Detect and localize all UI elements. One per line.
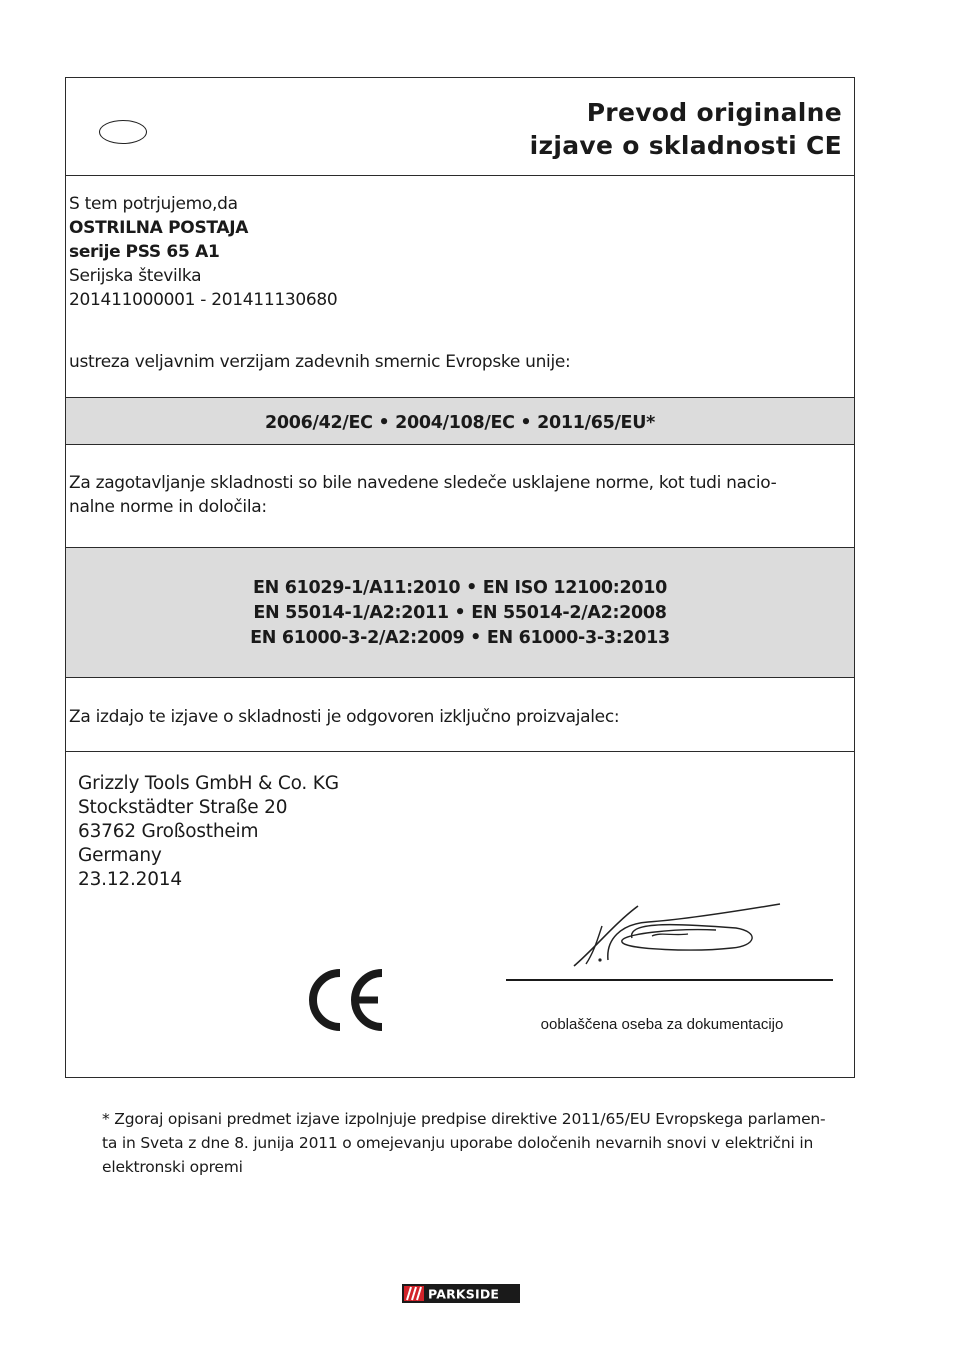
manufacturer-address bbox=[78, 772, 339, 892]
responsibility-section bbox=[66, 678, 854, 752]
parkside-logo bbox=[402, 1284, 520, 1303]
standards-line-3: EN 61000-3-2/A2:2009 • EN 61000-3-3:2013 bbox=[250, 628, 670, 648]
directives-list: 2006/42/EC • 2004/108/EC • 2011/65/EU* bbox=[265, 413, 655, 433]
standards-intro-line-1: Za zagotavljanje skladnosti so bile navedene sledeče usklajene norme, kot tudi nacio- bbox=[69, 473, 777, 493]
product-name: OSTRILNA POSTAJA bbox=[69, 218, 249, 238]
title-line-2: izjave o skladnosti CE bbox=[529, 131, 842, 160]
directives-section bbox=[66, 398, 854, 445]
svg-text:PARKSIDE: PARKSIDE bbox=[428, 1286, 500, 1302]
standards-intro bbox=[69, 471, 834, 519]
standards-line-2: EN 55014-1/A2:2011 • EN 55014-2/A2:2008 bbox=[253, 603, 667, 623]
language-code-oval bbox=[99, 120, 147, 144]
series-model: PSS 65 A1 bbox=[125, 242, 220, 262]
footnote bbox=[102, 1107, 888, 1179]
product-intro: S tem potrjujemo,da bbox=[69, 194, 238, 214]
manufacturer-name: Grizzly Tools GmbH & Co. KG bbox=[78, 773, 339, 794]
standards-line-1: EN 61029-1/A11:2010 • EN ISO 12100:2010 bbox=[252, 578, 668, 598]
standards-intro-line-2: nalne norme in določila: bbox=[69, 497, 267, 517]
manufacturer-street: Stockstädter Straße 20 bbox=[78, 797, 288, 818]
footnote-line-1: * Zgoraj opisani predmet izjave izpolnjuje predpise direktive 2011/65/EU Evropskega parlamen- bbox=[102, 1110, 826, 1128]
product-block bbox=[69, 192, 337, 312]
manufacturer-section bbox=[66, 752, 854, 1077]
serial-range: 201411000001 - 201411130680 bbox=[69, 290, 338, 310]
signature-caption: ooblaščena oseba za dokumentacijo bbox=[540, 1016, 784, 1033]
responsibility-text: Za izdajo te izjave o skladnosti je odgovoren izključno proizvajalec: bbox=[69, 707, 620, 727]
signature-line bbox=[506, 979, 833, 981]
series-label: serije bbox=[69, 242, 121, 262]
conformity-statement: ustreza veljavnim verzijam zadevnih smernic Evropske unije: bbox=[69, 352, 571, 372]
declaration-frame bbox=[65, 77, 855, 1078]
manufacturer-city: 63762 Großostheim bbox=[78, 821, 259, 842]
header-section bbox=[66, 78, 854, 176]
manufacturer-country: Germany bbox=[78, 845, 162, 866]
document-title bbox=[530, 96, 842, 162]
standards-list bbox=[66, 576, 854, 651]
title-line-1: Prevod originalne bbox=[586, 98, 842, 127]
signature-image bbox=[566, 902, 856, 972]
standards-section bbox=[66, 548, 854, 678]
footnote-line-3: elektronski opremi bbox=[102, 1158, 243, 1176]
ce-mark-icon bbox=[302, 967, 388, 1033]
product-series bbox=[69, 240, 337, 264]
product-section bbox=[66, 176, 854, 398]
serial-label: Serijska številka bbox=[69, 266, 202, 286]
declaration-date: 23.12.2014 bbox=[78, 869, 182, 890]
standards-intro-section bbox=[66, 445, 854, 548]
footnote-line-2: ta in Sveta z dne 8. junija 2011 o omejevanju uporabe določenih nevarnih snovi v električni in bbox=[102, 1134, 814, 1152]
